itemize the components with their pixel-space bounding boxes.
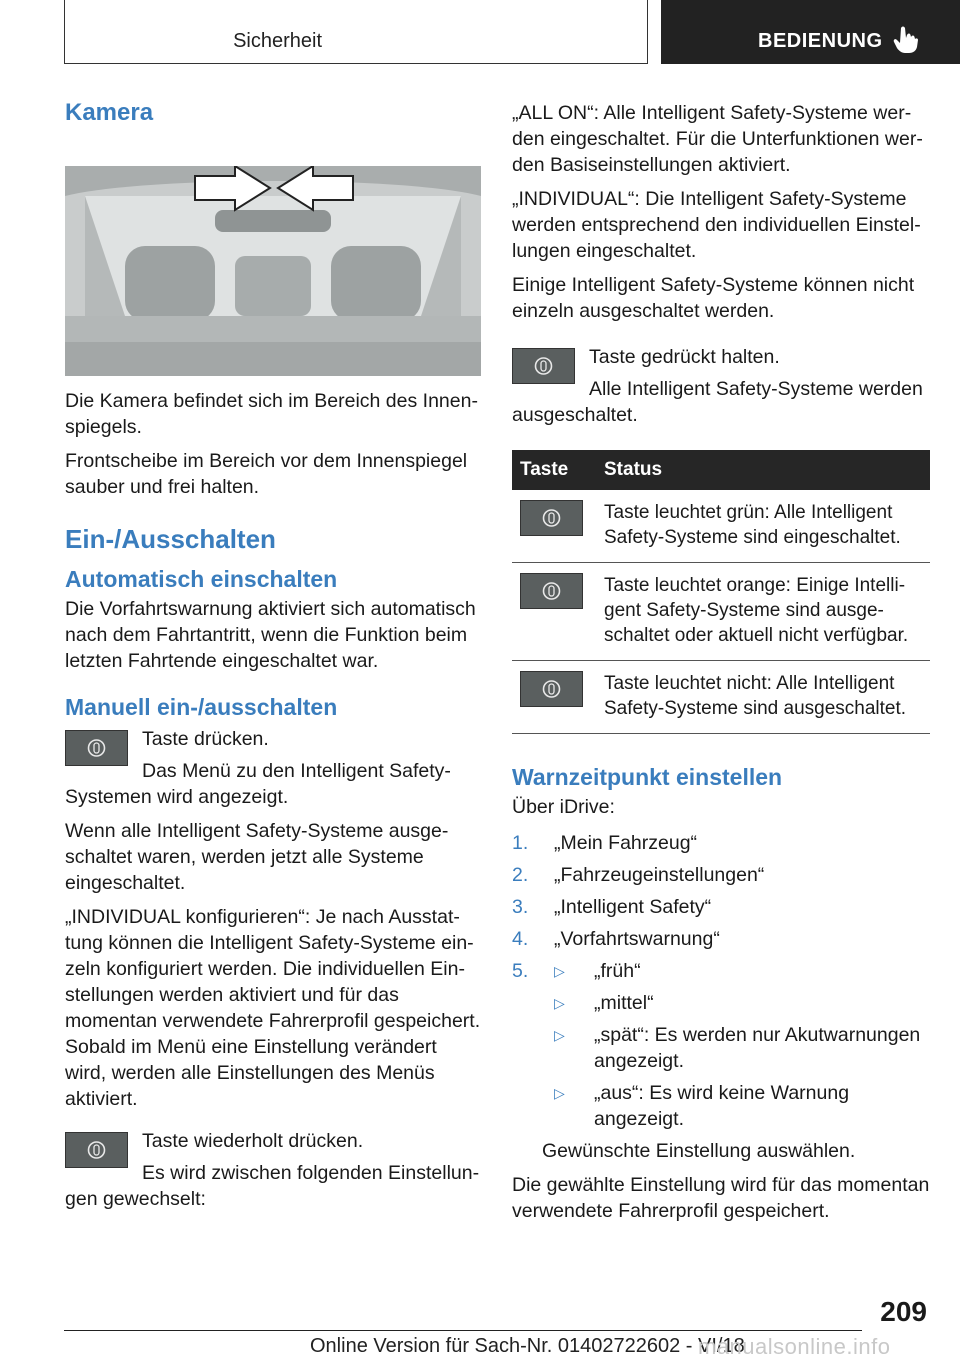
- table-cell-status: Taste leuchtet grün: Alle Intelligent Safety-Systeme sind eingeschaltet.: [596, 490, 930, 563]
- automatisch-heading: Automatisch einschalten: [65, 566, 338, 592]
- safety-button-icon: [520, 500, 583, 536]
- footer-text: Online Version für Sach-Nr. 01402722602 - VI/18: [310, 1335, 745, 1357]
- manuell-heading: Manuell ein-/ausschalten: [65, 694, 338, 720]
- ein-ausschalten-heading: Ein-/Ausschalten: [65, 524, 276, 554]
- list-item: [512, 926, 930, 952]
- button-instruction-3: [512, 344, 930, 436]
- table-header-row: [512, 450, 930, 490]
- step-number: 2.: [512, 864, 529, 886]
- button-3-line-2: Alle Intelligent Safety-Systeme werden ausgeschaltet.: [512, 378, 923, 426]
- safety-button-icon: [520, 573, 583, 609]
- left-column: [65, 100, 481, 1220]
- button-1-line-1: Taste drücken.: [142, 728, 269, 750]
- step-number: 3.: [512, 896, 529, 918]
- kamera-paragraph-2: Frontscheibe im Bereich vor dem Innenspiegel sauber und frei halten.: [65, 450, 468, 498]
- option-text: „früh“: [594, 960, 641, 982]
- list-item: [512, 894, 930, 920]
- button-3-line-1: Taste gedrückt halten.: [589, 346, 780, 368]
- list-item: [512, 862, 930, 888]
- step-text: „Mein Fahrzeug“: [554, 832, 698, 854]
- step-text: „Intelligent Safety“: [554, 896, 712, 918]
- wenn-paragraph: Wenn alle Intelligent Safety-Systeme ausgeschaltet waren, werden jetzt alle Systeme eingeschaltet.: [65, 820, 449, 894]
- step-text: „Vorfahrtswarnung“: [554, 928, 720, 950]
- automatisch-paragraph: Die Vorfahrtswarnung aktiviert sich automatisch nach dem Fahrtantritt, wenn die Funktion beim letzten Fahrtende eingeschaltet war.: [65, 598, 476, 672]
- header-frame: [64, 0, 648, 64]
- step-text: „Fahrzeugeinstellungen“: [554, 864, 765, 886]
- einige-paragraph: Einige Intelligent Safety-Systeme können nicht einzeln ausgeschaltet werden.: [512, 274, 915, 322]
- individual-mode-paragraph: „INDIVIDUAL“: Die Intelligent Safety-Systeme werden entsprechend den individuellen Einstellungen eingeschaltet.: [512, 188, 921, 262]
- hand-pointer-icon: [893, 26, 919, 59]
- final-paragraph: Die gewählte Einstellung wird für das momentan verwendete Fahrerprofil gespeichert.: [512, 1174, 930, 1222]
- safety-button-icon: [520, 671, 583, 707]
- warnzeitpunkt-heading: Warnzeitpunkt einstellen: [512, 764, 783, 790]
- button-2-line-1: Taste wiederholt drücken.: [142, 1130, 364, 1152]
- kamera-heading: Kamera: [65, 99, 154, 126]
- table-header-status: Status: [596, 450, 930, 490]
- safety-button-icon[interactable]: [512, 348, 575, 384]
- option-text: „aus“: Es wird keine Warnung angezeigt.: [594, 1082, 850, 1130]
- option-item: [554, 1080, 930, 1132]
- table-row: [512, 661, 930, 734]
- button-2-line-2: Es wird zwischen folgenden Einstellungen gewechselt:: [65, 1162, 480, 1210]
- triangle-bullet-icon: ▷: [554, 1027, 565, 1043]
- safety-button-icon[interactable]: [65, 730, 128, 766]
- list-item: [512, 830, 930, 856]
- button-instruction-2: [65, 1128, 481, 1220]
- option-item: [554, 958, 930, 984]
- footer-divider: [64, 1330, 862, 1331]
- option-text: „mittel“: [594, 992, 654, 1014]
- button-1-line-2: Das Menü zu den Intelligent Safety-Systemen wird angezeigt.: [65, 760, 451, 808]
- kamera-paragraph-1: Die Kamera befindet sich im Bereich des Innenspiegels.: [65, 390, 478, 438]
- table-cell-status: Taste leuchtet nicht: Alle Intelligent Safety-Systeme sind ausgeschaltet.: [596, 661, 930, 734]
- step-number: 4.: [512, 928, 529, 950]
- allon-paragraph: „ALL ON“: Alle Intelligent Safety-Systeme werden eingeschaltet. Für die Unterfunktionen werden Basiseinstellungen aktiviert.: [512, 102, 923, 176]
- watermark: manualsonline.info: [698, 1334, 891, 1359]
- gewuenschte-text: Gewünschte Einstellung auswählen.: [542, 1140, 856, 1162]
- chapter-tab-label: BEDIENUNG: [758, 30, 883, 52]
- button-instruction-1: [65, 726, 481, 818]
- table-row: [512, 490, 930, 563]
- individual-paragraph: „INDIVIDUAL konfigurieren“: Je nach Ausstattung können die Intelligent Safety-Systeme einzeln konfiguriert werden. Die individuellen Einstellungen werden aktiviert und für das momentan verwendete Fahrerprofil gespeichert. Sobald im Menü eine Einstellung verändert wird, werden alle Einstellungen des Menüs aktiviert.: [65, 906, 481, 1110]
- triangle-bullet-icon: ▷: [554, 1085, 565, 1101]
- triangle-bullet-icon: ▷: [554, 963, 565, 979]
- right-column: [512, 100, 930, 1232]
- options-list: [554, 958, 930, 1132]
- camera-location-photo: [65, 166, 481, 376]
- ueber-idrive-text: Über iDrive:: [512, 796, 615, 818]
- table-cell-status: Taste leuchtet orange: Einige Intelligent Safety-Systeme sind ausgeschaltet oder aktuell nicht verfügbar.: [596, 563, 930, 661]
- safety-button-icon[interactable]: [65, 1132, 128, 1168]
- steps-list: [512, 830, 930, 1132]
- option-item: [554, 990, 930, 1016]
- option-item: [554, 1022, 930, 1074]
- chapter-tab[interactable]: [661, 0, 960, 64]
- step-number: 1.: [512, 832, 529, 854]
- list-item: [512, 958, 930, 1132]
- page-number: 209: [880, 1296, 927, 1327]
- section-title: Sicherheit: [233, 30, 322, 52]
- triangle-bullet-icon: ▷: [554, 995, 565, 1011]
- step-number: 5.: [512, 960, 529, 982]
- table-row: [512, 563, 930, 661]
- table-header-taste: Taste: [512, 450, 596, 490]
- option-text: „spät“: Es werden nur Akutwarnungen angezeigt.: [594, 1024, 921, 1072]
- status-table: [512, 450, 930, 734]
